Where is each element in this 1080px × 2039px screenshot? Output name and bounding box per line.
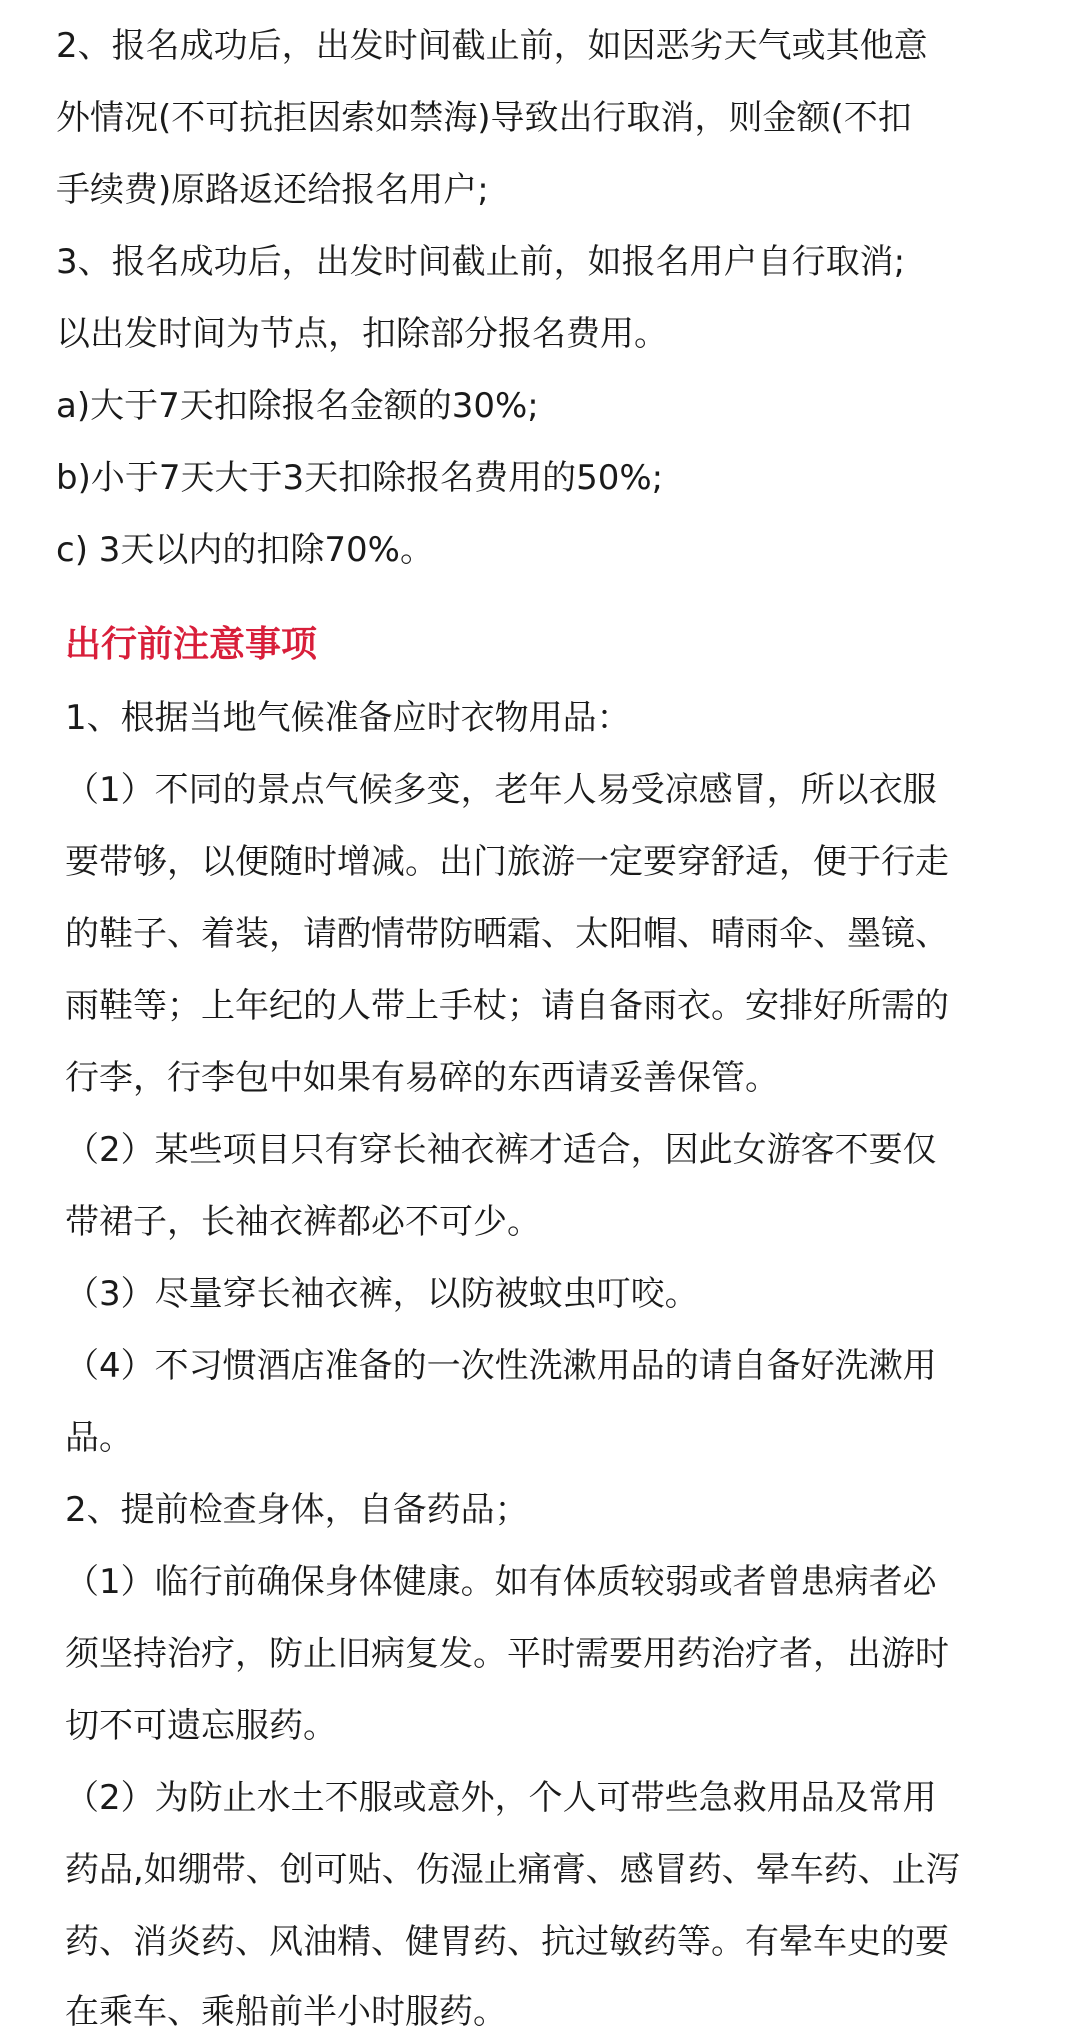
notes-line: 要带够，以便随时增减。出门旅游一定要穿舒适，便于行走 <box>65 842 949 882</box>
notes-line: 2、提前检查身体，自备药品； <box>65 1490 529 1530</box>
notes-line: （4）不习惯酒店准备的一次性洗漱用品的请自备好洗漱用 <box>65 1346 937 1386</box>
notes-line: 雨鞋等；上年纪的人带上手杖；请自备雨衣。安排好所需的 <box>65 986 949 1026</box>
notes-line: 药、消炎药、风油精、健胃药、抗过敏药等。有晕车史的要 <box>65 1922 949 1962</box>
refund-line: 以出发时间为节点，扣除部分报名费用。 <box>56 314 668 354</box>
notes-line: 品。 <box>65 1418 133 1458</box>
notes-line: （1）临行前确保身体健康。如有体质较弱或者曾患病者必 <box>65 1562 937 1602</box>
notes-line: 须坚持治疗，防止旧病复发。平时需要用药治疗者，出游时 <box>65 1634 949 1674</box>
notes-line: 的鞋子、着装，请酌情带防晒霜、太阳帽、晴雨伞、墨镜、 <box>65 914 949 954</box>
notes-line: 药品,如绷带、创可贴、伤湿止痛膏、感冒药、晕车药、止泻 <box>65 1850 960 1890</box>
notes-line: 在乘车、乘船前半小时服药。 <box>65 1992 507 2032</box>
notes-line: （2）某些项目只有穿长袖衣裤才适合，因此女游客不要仅 <box>65 1130 937 1170</box>
section-heading: 出行前注意事项 <box>65 624 318 665</box>
notes-line: 1、根据当地气候准备应时衣物用品： <box>65 698 631 738</box>
refund-line: 手续费)原路返还给报名用户; <box>56 170 489 210</box>
notes-line: （1）不同的景点气候多变，老年人易受凉感冒，所以衣服 <box>65 770 937 810</box>
refund-line: 3、报名成功后，出发时间截止前，如报名用户自行取消; <box>56 242 906 282</box>
refund-line: 外情况(不可抗拒因索如禁海)导致出行取消，则金额(不扣 <box>56 98 912 138</box>
refund-line: b)小于7天大于3天扣除报名费用的50%; <box>56 458 664 498</box>
notes-line: 切不可遗忘服药。 <box>65 1706 337 1746</box>
notes-line: （2）为防止水土不服或意外，个人可带些急救用品及常用 <box>65 1778 937 1818</box>
refund-line: a)大于7天扣除报名金额的30%; <box>56 386 539 426</box>
refund-line: 2、报名成功后，出发时间截止前，如因恶劣天气或其他意 <box>56 26 928 66</box>
notes-line: （3）尽量穿长袖衣裤，以防被蚊虫叮咬。 <box>65 1274 699 1314</box>
notes-line: 行李，行李包中如果有易碎的东西请妥善保管。 <box>65 1058 779 1098</box>
notes-line: 带裙子，长袖衣裤都必不可少。 <box>65 1202 541 1242</box>
refund-line: c) 3天以内的扣除70%。 <box>56 530 434 570</box>
